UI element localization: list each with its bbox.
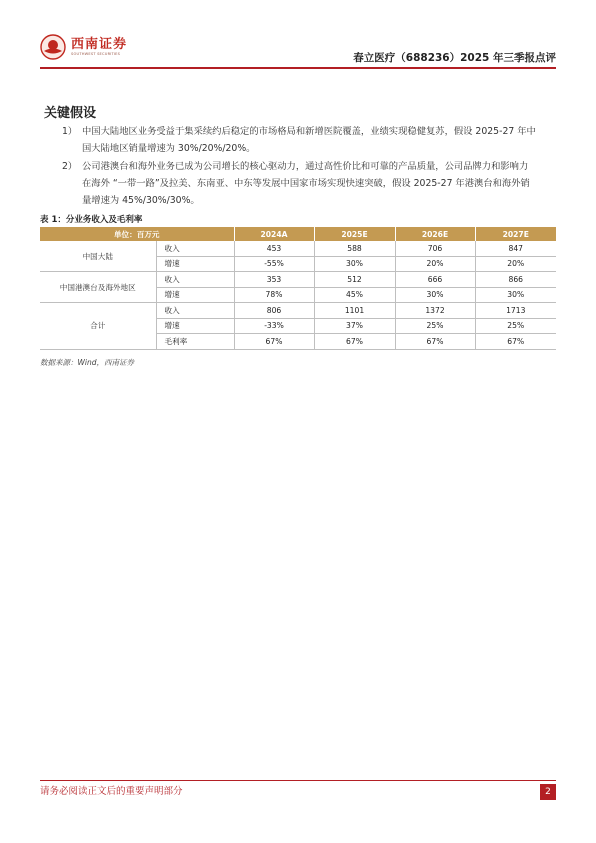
table-cell: 20%	[395, 256, 475, 272]
company-logo	[40, 34, 127, 60]
table-cell: 512	[314, 272, 395, 288]
table-cell: 1372	[395, 303, 475, 319]
table-row	[40, 303, 556, 319]
logo-name-en: SOUTHWEST SECURITIES	[71, 52, 121, 56]
table-cell: 666	[395, 272, 475, 288]
table-cell: -33%	[234, 318, 314, 334]
table-cell: 25%	[475, 318, 556, 334]
table-title: 表 1：分业务收入及毛利率	[40, 215, 143, 225]
table-cell: 67%	[475, 334, 556, 350]
table-cell: 30%	[314, 256, 395, 272]
logo-icon	[40, 34, 66, 60]
assumption-number: 2）	[62, 161, 78, 172]
table-cell: 67%	[395, 334, 475, 350]
metric-label: 收入	[156, 241, 234, 256]
table-cell: 706	[395, 241, 475, 256]
table-cell: 866	[475, 272, 556, 288]
group-total: 合计	[40, 303, 156, 350]
assumption-number: 1）	[62, 126, 78, 137]
table-cell: 453	[234, 241, 314, 256]
table-header-row	[40, 227, 556, 241]
page-number: 2	[540, 784, 556, 800]
header-2026e: 2026E	[395, 227, 475, 241]
table-cell: 1713	[475, 303, 556, 319]
metric-label: 增速	[156, 318, 234, 334]
report-title: 春立医疗（688236）2025 年三季报点评	[353, 52, 556, 64]
table-row	[40, 272, 556, 288]
table-cell: -55%	[234, 256, 314, 272]
table-cell: 20%	[475, 256, 556, 272]
table-source: 数据来源：Wind，西南证券	[40, 358, 135, 367]
table-cell: 30%	[395, 287, 475, 303]
table-cell: 30%	[475, 287, 556, 303]
assumption-text: 公司港澳台和海外业务已成为公司增长的核心驱动力，通过高性价比和可靠的产品质量，公司品牌力和影响力在海外 “一带一路”及拉美、东南亚、中东等发展中国家市场实现快速突破，假设 2025-27 年港澳台和海外销量增速为 45%/30%/30%。	[82, 161, 530, 206]
table-cell: 78%	[234, 287, 314, 303]
metric-label: 收入	[156, 303, 234, 319]
header-divider	[40, 67, 556, 69]
table-cell: 45%	[314, 287, 395, 303]
table-cell: 588	[314, 241, 395, 256]
footer-divider	[40, 780, 556, 781]
table-cell: 67%	[314, 334, 395, 350]
header-2024a: 2024A	[234, 227, 314, 241]
table-cell: 353	[234, 272, 314, 288]
header-2027e: 2027E	[475, 227, 556, 241]
metric-label: 收入	[156, 272, 234, 288]
assumption-item	[62, 123, 537, 157]
table-cell: 67%	[234, 334, 314, 350]
group-overseas: 中国港澳台及海外地区	[40, 272, 156, 303]
header-2025e: 2025E	[314, 227, 395, 241]
table-cell: 1101	[314, 303, 395, 319]
footer-disclaimer: 请务必阅读正文后的重要声明部分	[40, 786, 183, 797]
assumption-item	[62, 158, 537, 209]
table-cell: 806	[234, 303, 314, 319]
segment-revenue-table	[40, 227, 556, 350]
table-row	[40, 241, 556, 256]
metric-label: 增速	[156, 287, 234, 303]
group-mainland: 中国大陆	[40, 241, 156, 272]
table-cell: 847	[475, 241, 556, 256]
table-cell: 37%	[314, 318, 395, 334]
section-title: 关键假设	[44, 106, 97, 121]
header-unit: 单位：百万元	[40, 227, 234, 241]
assumption-text: 中国大陆地区业务受益于集采续约后稳定的市场格局和新增医院覆盖，业绩实现稳健复苏，假设 2025-27 年中国大陆地区销量增速为 30%/20%/20%。	[82, 126, 536, 154]
logo-name-cn: 西南证券	[71, 37, 128, 52]
table-cell: 25%	[395, 318, 475, 334]
metric-label: 增速	[156, 256, 234, 272]
metric-label: 毛利率	[156, 334, 234, 350]
